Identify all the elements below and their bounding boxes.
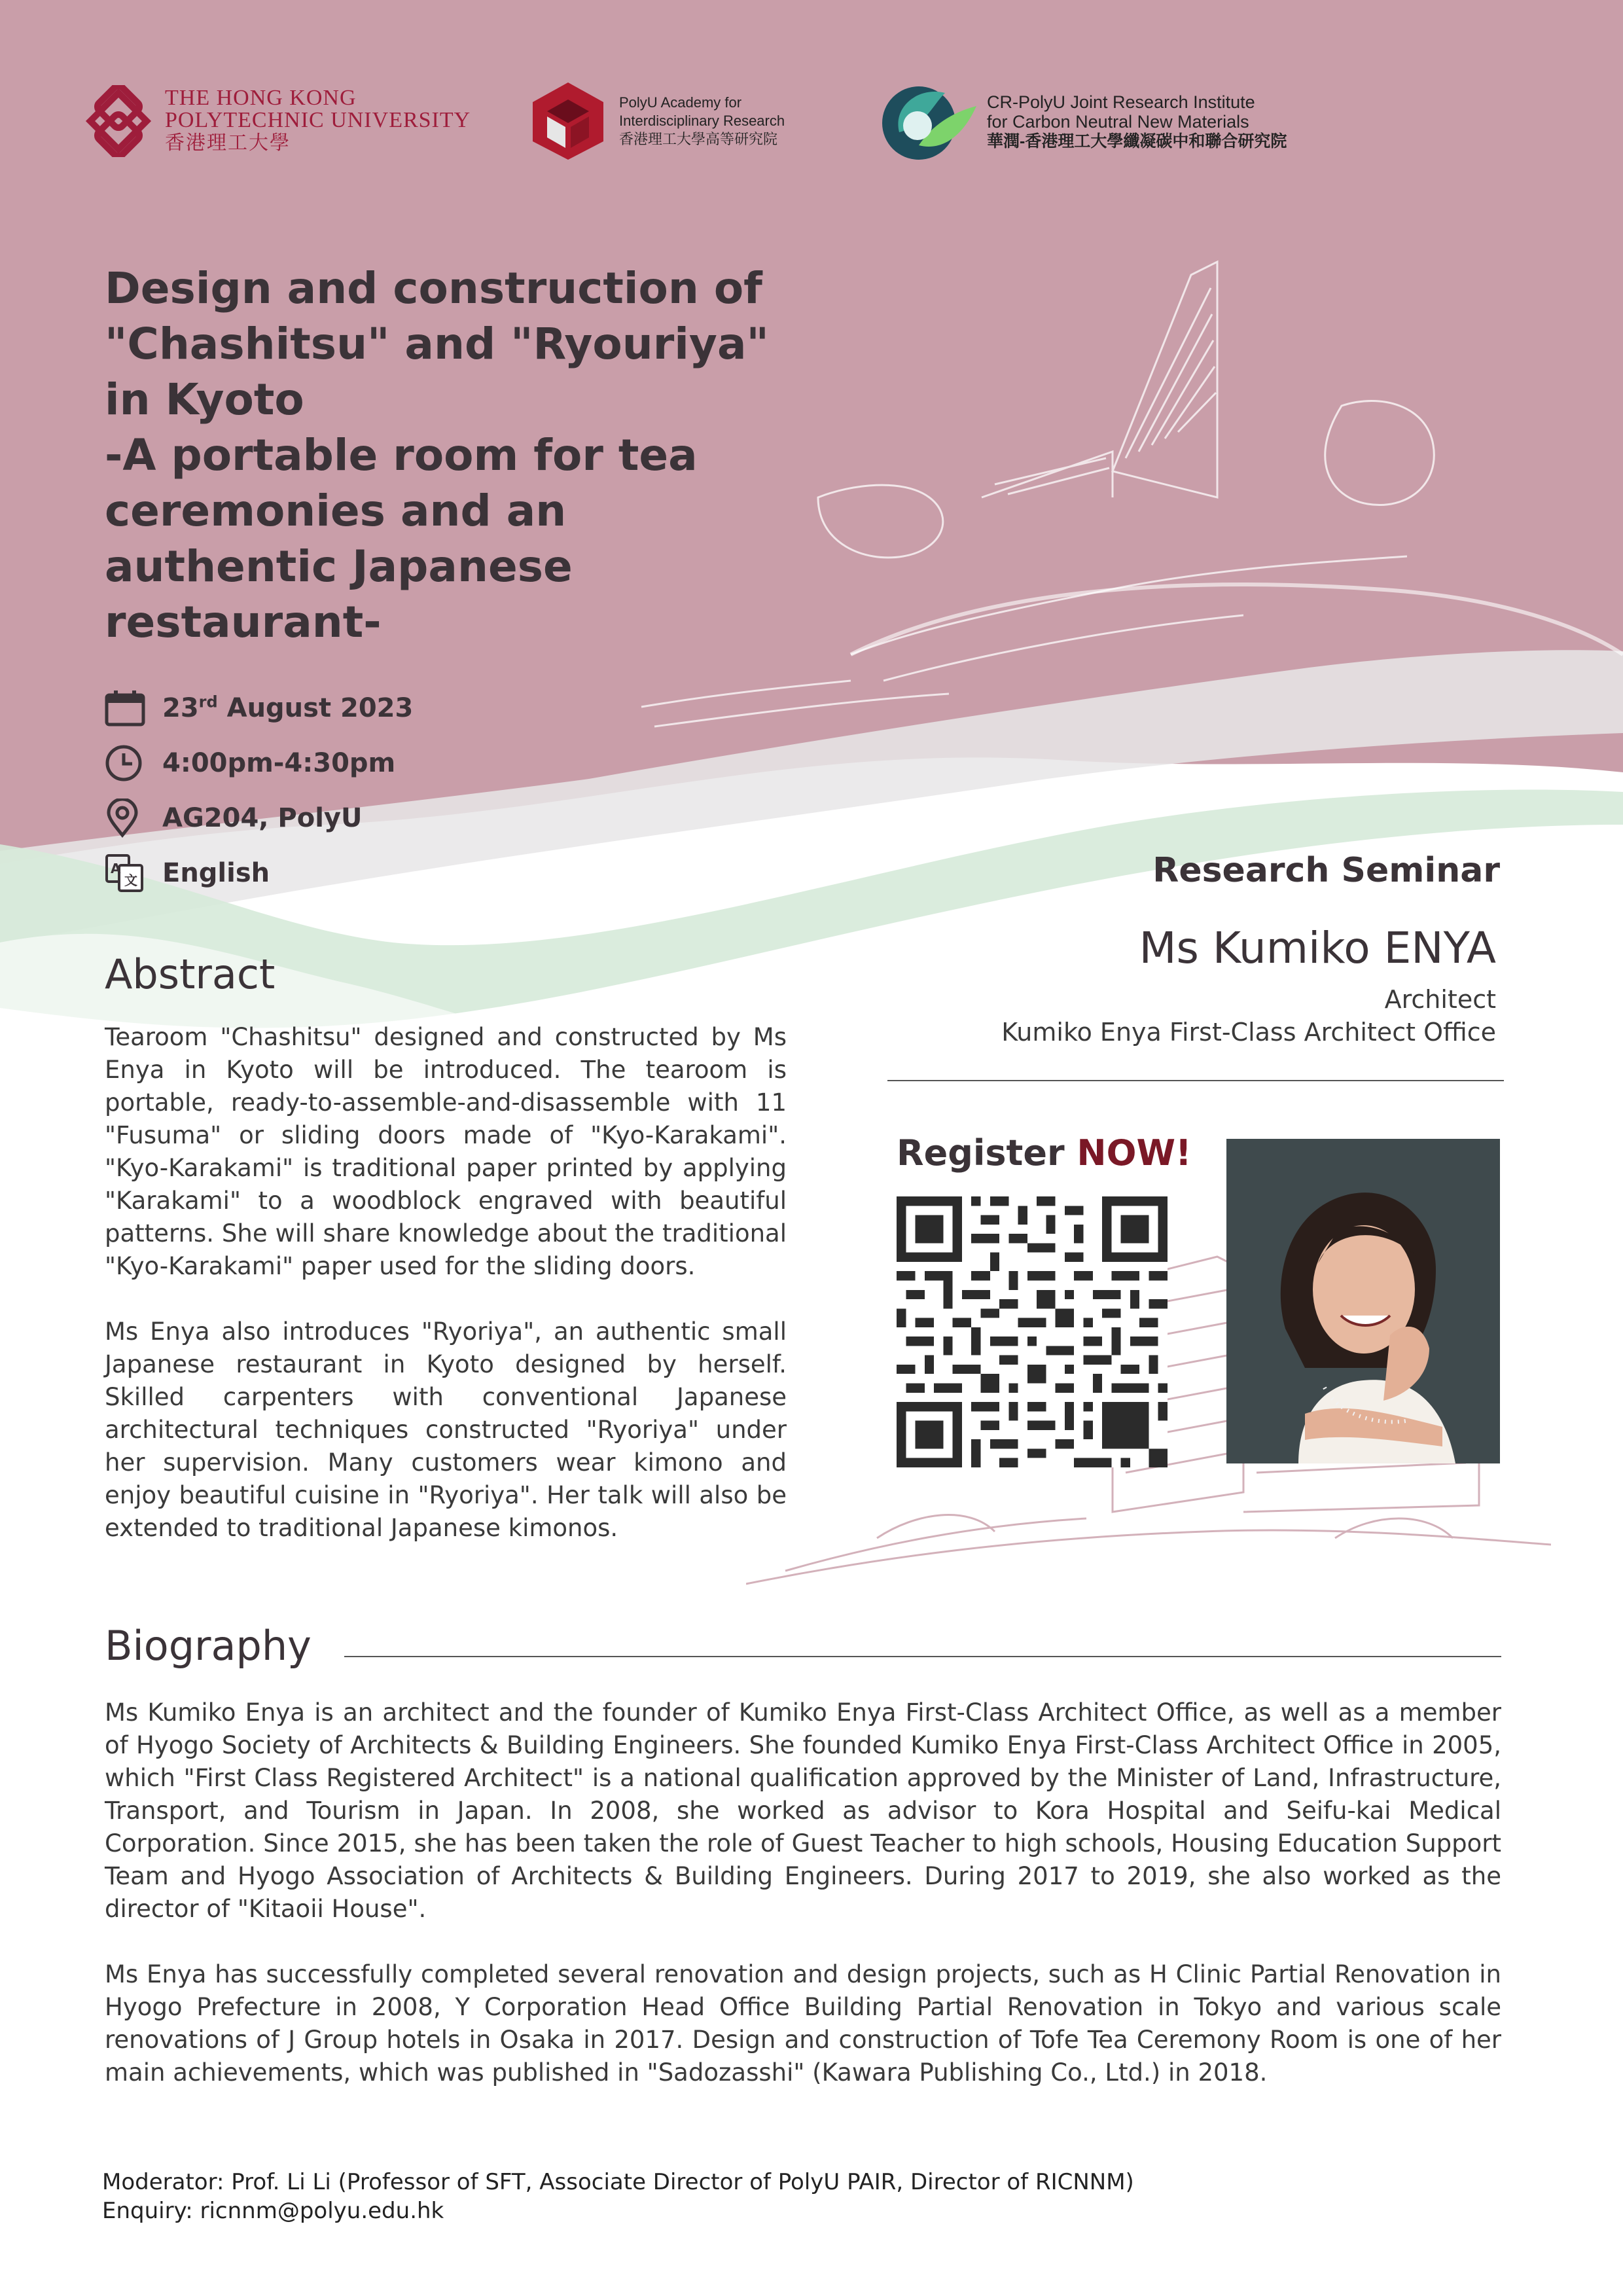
- biography-paragraph-1: Ms Kumiko Enya is an architect and the founder of Kumiko Enya First-Class Architect Office, as well as a member of Hyogo Society of Architects & Building Engineers. She founded Kumiko Enya First-Class Architect Office in 2005, which "First Class Registered Architect" is a national qualification approved by the Minister of Land, Infrastructure, Transport, and Tourism in Japan. In 2008, she worked as advisor to Kora Hospital and Seifu-kai Medical Corporation. Since 2015, she has been taken the role of Guest Teacher to high schools, Housing Education Support Team and Hyogo Association of Architects & Building Engineers. During 2017 to 2019, she also worked as the director of "Kitaoii House".: [105, 1698, 1501, 1923]
- speaker-organization: Kumiko Enya First-Class Architect Office: [1001, 1018, 1496, 1047]
- biography-paragraph-2: Ms Enya has successfully completed several renovation and design projects, such as H Clinic Partial Renovation in Hyogo Prefecture in 2008, Y Corporation Head Office Building Partial Renovation in Tokyo and various scale renovations of J Group hotels in Osaka in 2017. Design and construction of Tofe Tea Ceremony Room is one of her main achievements, which was published in "Sadozasshi" (Kawara Publishing Co., Ltd.) in 2018.: [105, 1960, 1501, 2087]
- title-line-7: restaurant-: [105, 597, 382, 647]
- rcnnm-name-line2: for Carbon Neutral New Materials: [987, 112, 1249, 132]
- rcnnm-leaf-icon: [880, 80, 979, 164]
- polyu-name-line2: POLYTECHNIC UNIVERSITY: [165, 108, 471, 132]
- translate-icon: [105, 853, 147, 893]
- speaker-photo: [1226, 1139, 1500, 1463]
- pair-name-zh: 香港理工大學高等研究院: [619, 131, 778, 147]
- polyu-knot-icon: [84, 85, 153, 157]
- clock-icon: [105, 744, 147, 783]
- title-line-3: in Kyoto: [105, 374, 304, 425]
- speaker-role: Architect: [1384, 985, 1496, 1014]
- rcnnm-name-zh: 華潤-香港理工大學纖凝碳中和聯合研究院: [987, 132, 1287, 151]
- abstract-paragraph-2: Ms Enya also introduces "Ryoriya", an authentic small Japanese restaurant in Kyoto designed by herself. Skilled carpenters with conventional Japanese architectural techniques constructed "Ryoriya" under her supervision. Many customers wear kimono and enjoy beautiful cuisine in "Ryoriya". Her talk will also be extended to traditional Japanese kimonos.: [105, 1318, 787, 1542]
- event-venue: AG204, PolyU: [162, 803, 363, 833]
- event-date-row: [105, 689, 413, 728]
- event-time: 4:00pm-4:30pm: [162, 748, 396, 778]
- title-line-4: -A portable room for tea: [105, 430, 698, 480]
- register-qr-code[interactable]: [897, 1196, 1168, 1467]
- svg-text:A: A: [111, 861, 121, 876]
- polyu-logo: [84, 85, 471, 157]
- event-time-row: [105, 744, 413, 783]
- title-line-2: "Chashitsu" and "Ryouriya": [105, 319, 769, 369]
- abstract-paragraph-1: Tearoom "Chashitsu" designed and constructed by Ms Enya in Kyoto will be introduced. The tearoom is portable, ready-to-assemble-and-disassemble with 11 "Fusuma" or sliding doors made of "Kyo-Karakami". "Kyo-Karakami" is traditional paper printed by applying "Karakami" to a woodblock engraved with beautiful patterns. She will share knowledge about the traditional "Kyo-Karakami" paper used for the sliding doors.: [105, 1023, 787, 1280]
- title-line-1: Design and construction of: [105, 263, 762, 314]
- seminar-type-label: Research Seminar: [1152, 851, 1500, 890]
- title-line-5: ceremonies and an: [105, 486, 567, 536]
- seminar-title: [105, 260, 825, 650]
- biography-body: [105, 1696, 1501, 2089]
- rcnnm-logo: [880, 80, 1287, 164]
- pair-logo: [529, 80, 785, 162]
- event-venue-row: [105, 798, 413, 838]
- event-language-row: [105, 853, 413, 893]
- polyu-name-line1: THE HONG KONG: [165, 86, 357, 110]
- event-date: 23rd August 2023: [162, 692, 414, 723]
- moderator-info: Moderator: Prof. Li Li (Professor of SFT, Associate Director of PolyU PAIR, Director of RICNNM): [102, 2169, 1134, 2195]
- location-pin-icon: [105, 798, 147, 838]
- calendar-icon: [105, 689, 147, 728]
- event-language: English: [162, 858, 270, 888]
- pair-name-line2: Interdisciplinary Research: [619, 113, 785, 129]
- pair-cube-icon: [529, 80, 607, 162]
- enquiry-email[interactable]: Enquiry: ricnnm@polyu.edu.hk: [102, 2198, 444, 2224]
- register-label: Register NOW!: [897, 1132, 1192, 1174]
- event-details: [105, 689, 413, 893]
- title-line-6: authentic Japanese: [105, 541, 573, 592]
- abstract-heading: Abstract: [105, 950, 276, 998]
- polyu-name-zh: 香港理工大學: [165, 132, 291, 154]
- speaker-divider: [887, 1080, 1504, 1081]
- abstract-body: [105, 1021, 787, 1545]
- biography-heading: Biography: [105, 1622, 312, 1670]
- pair-name-line1: PolyU Academy for: [619, 94, 742, 111]
- biography-divider: [344, 1656, 1501, 1657]
- svg-text:文: 文: [124, 872, 137, 888]
- speaker-name: Ms Kumiko ENYA: [1139, 923, 1496, 973]
- rcnnm-name-line1: CR-PolyU Joint Research Institute: [987, 92, 1255, 112]
